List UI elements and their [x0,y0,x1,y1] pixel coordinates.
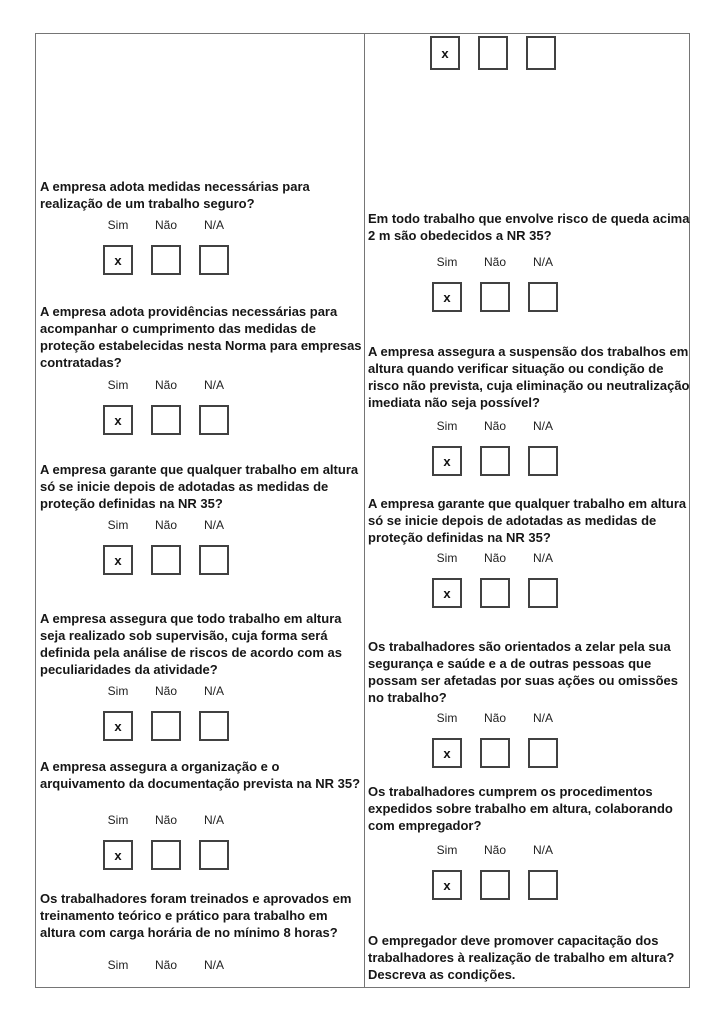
checkbox-na[interactable] [528,578,558,608]
check-mark: x [443,289,451,305]
label-nao: Não [154,218,177,232]
checkbox-group [432,551,558,608]
checkbox-na[interactable] [526,36,556,70]
question-text: A empresa adota providências necessárias para acompanhar o cumprimento das medidas de proteção estabelecidas nesta Norma para empresas contratadas? [40,304,362,370]
label-na: N/A [203,813,224,827]
label-na: N/A [532,843,553,857]
check-mark: x [443,585,451,601]
checkbox-sim[interactable] [103,711,133,741]
checkbox-na[interactable] [199,711,229,741]
checkbox-na[interactable] [528,738,558,768]
label-na: N/A [532,551,553,565]
checkbox-group [432,711,558,768]
checkbox-sim[interactable] [432,870,462,900]
label-sim: Sim [107,813,129,827]
label-na: N/A [532,419,553,433]
checkbox-sim[interactable] [103,545,133,575]
checkbox-na[interactable] [199,405,229,435]
label-sim: Sim [107,218,129,232]
question-text: Os trabalhadores são orientados a zelar pela sua segurança e saúde e a de outras pessoas que possam ser afetadas por suas ações ou omissões no trabalho? [368,639,678,705]
question-text: O empregador deve promover capacitação dos trabalhadores à realização de trabalho em altura? Descreva as condições. [368,933,675,982]
checkbox-nao[interactable] [480,578,510,608]
label-na: N/A [532,255,553,269]
checkbox-nao[interactable] [151,245,181,275]
check-mark: x [443,453,451,469]
question-text: A empresa garante que qualquer trabalho em altura só se inicie depois de adotadas as medidas de proteção definidas na NR 35? [40,462,359,511]
checkbox-na[interactable] [528,870,558,900]
label-sim: Sim [107,518,129,532]
checkbox-group [103,813,229,870]
check-mark: x [441,45,449,61]
label-na: N/A [203,378,224,392]
checkbox-sim[interactable] [432,578,462,608]
label-na: N/A [203,518,224,532]
checkbox-nao[interactable] [151,840,181,870]
label-nao: Não [483,551,506,565]
checkbox-nao[interactable] [480,870,510,900]
label-na: N/A [203,684,224,698]
checkbox-sim[interactable] [432,738,462,768]
checkbox-group [103,518,229,575]
column-divider [364,34,365,987]
checkbox-sim[interactable] [103,245,133,275]
checkbox-nao[interactable] [478,36,508,70]
label-na: N/A [203,958,224,972]
label-nao: Não [483,711,506,725]
label-nao: Não [154,378,177,392]
label-nao: Não [154,518,177,532]
label-sim: Sim [436,255,458,269]
checkbox-group [432,255,558,312]
checkbox-group [432,419,558,476]
label-nao: Não [483,843,506,857]
checkbox-na[interactable] [528,282,558,312]
check-mark: x [114,252,122,268]
label-nao: Não [154,958,177,972]
checkbox-group [103,684,229,741]
question-text: A empresa garante que qualquer trabalho em altura só se inicie depois de adotadas as medidas de proteção definidas na NR 35? [368,496,687,545]
checkbox-na[interactable] [199,545,229,575]
label-nao: Não [154,684,177,698]
checkbox-na[interactable] [199,840,229,870]
checkbox-group [103,218,229,275]
checkbox-sim[interactable] [432,282,462,312]
label-sim: Sim [107,958,129,972]
check-mark: x [443,877,451,893]
checkbox-nao[interactable] [480,446,510,476]
question-text: Os trabalhadores cumprem os procedimentos expedidos sobre trabalho em altura, colaborando com empregador? [368,784,673,833]
check-mark: x [114,718,122,734]
checkbox-group [432,843,558,900]
label-sim: Sim [436,551,458,565]
label-nao: Não [483,419,506,433]
label-sim: Sim [107,684,129,698]
checkbox-nao[interactable] [151,405,181,435]
checkbox-nao[interactable] [480,282,510,312]
question-text: Os trabalhadores foram treinados e aprovados em treinamento teórico e prático para trabalho em altura com carga horária de no mínimo 8 horas? [40,891,352,940]
label-sim: Sim [436,843,458,857]
check-mark: x [114,412,122,428]
question-text: A empresa assegura que todo trabalho em altura seja realizado sob supervisão, cuja forma será definida pela análise de riscos de acordo com as peculiaridades da atividade? [40,611,343,677]
label-na: N/A [203,218,224,232]
question-text: Em todo trabalho que envolve risco de queda acima 2 m são obedecidos a NR 35? [368,211,690,243]
checkbox-nao[interactable] [480,738,510,768]
question-text: A empresa adota medidas necessárias para realização de um trabalho seguro? [40,179,310,211]
checkbox-sim[interactable] [103,405,133,435]
check-mark: x [114,847,122,863]
checkbox-sim[interactable] [432,446,462,476]
question-text: A empresa assegura a suspensão dos trabalhos em altura quando verificar situação ou condição de risco não prevista, cuja eliminação ou neutralização imediata não seja possível? [368,344,690,410]
checkbox-row-continued [430,36,556,70]
label-sim: Sim [436,419,458,433]
checkbox-group [103,378,229,435]
check-mark: x [114,552,122,568]
label-nao: Não [483,255,506,269]
checkbox-sim[interactable] [430,36,460,70]
checkbox-na[interactable] [199,245,229,275]
question-text: A empresa assegura a organização e o arquivamento da documentação prevista na NR 35? [40,759,361,791]
check-mark: x [443,745,451,761]
label-sim: Sim [107,378,129,392]
checkbox-nao[interactable] [151,711,181,741]
checkbox-na[interactable] [528,446,558,476]
label-nao: Não [154,813,177,827]
checkbox-sim[interactable] [103,840,133,870]
label-sim: Sim [436,711,458,725]
checkbox-group-labels-only [103,958,229,972]
label-na: N/A [532,711,553,725]
checkbox-nao[interactable] [151,545,181,575]
